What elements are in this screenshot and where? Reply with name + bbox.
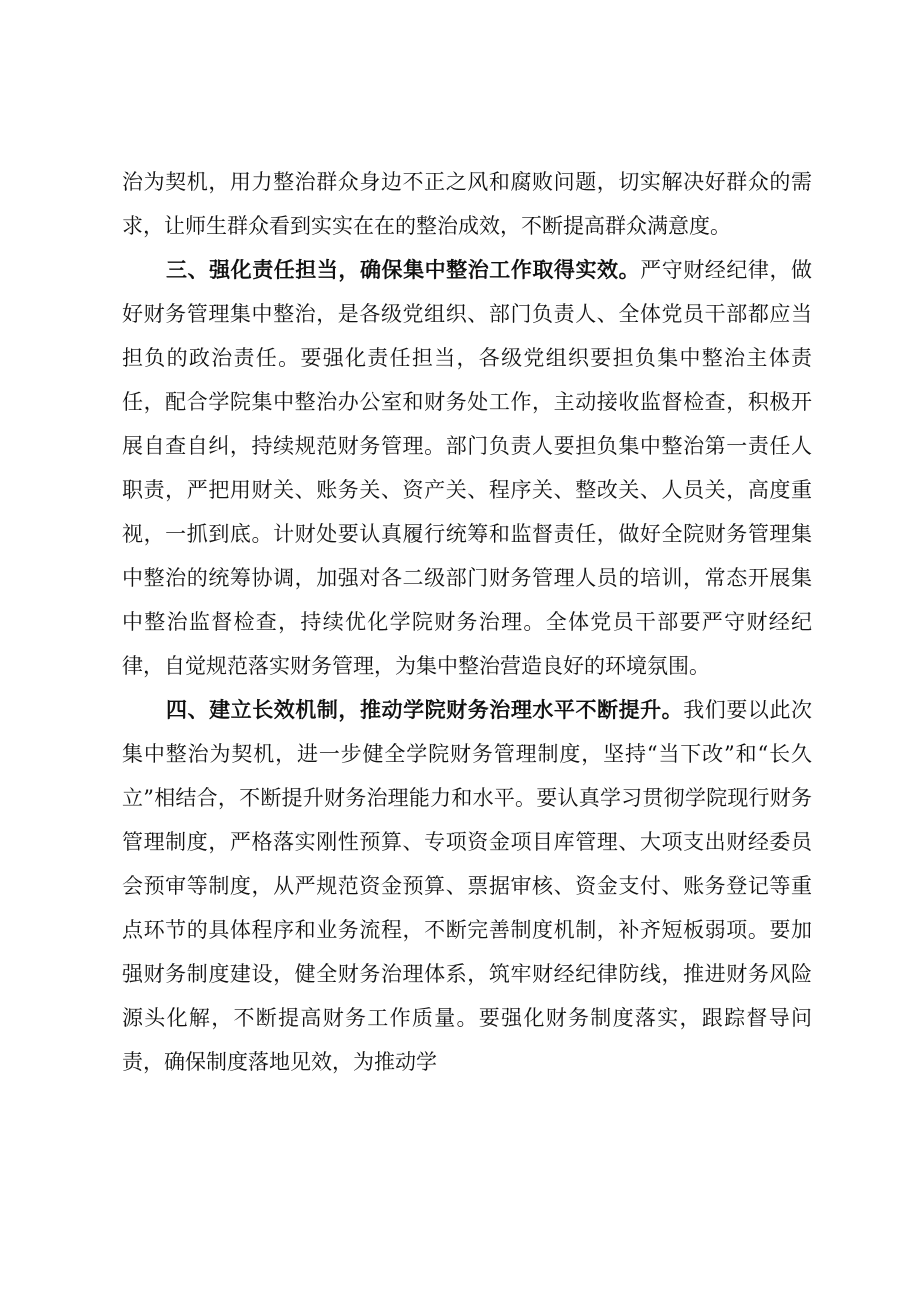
paragraph-section-three xyxy=(122,248,812,688)
document-body xyxy=(122,160,812,1084)
paragraph-text: 严守财经纪律，做好财务管理集中整治，是各级党组织、部门负责人、全体党员干部都应当担负的政治责任。要强化责任担当，各级党组织要担负集中整治主体责任，配合学院集中整治办公室和财务处工作，主动接收监督检查，积极开展自查自纠，持续规范财务管理。部门负责人要担负集中整治第一责任人职责，严把用财关、账务关、资产关、程序关、整改关、人员关，高度重视，一抓到底。计财处要认真履行统筹和监督责任，做好全院财务管理集中整治的统筹协调，加强对各二级部门财务管理人员的培训，常态开展集中整治监督检查，持续优化学院财务治理。全体党员干部要严守财经纪律，自觉规范落实财务管理，为集中整治营造良好的环境氛围。 xyxy=(122,258,813,678)
section-heading: 三、强化责任担当，确保集中整治工作取得实效。 xyxy=(166,258,641,282)
paragraph-text: 治为契机，用力整治群众身边不正之风和腐败问题，切实解决好群众的需求，让师生群众看到实实在在的整治成效，不断提高群众满意度。 xyxy=(122,170,812,238)
paragraph-section-four xyxy=(122,688,812,1084)
section-heading: 四、建立长效机制，推动学院财务治理水平不断提升。 xyxy=(166,698,684,722)
paragraph-continuation xyxy=(122,160,812,248)
paragraph-text: 我们要以此次集中整治为契机，进一步健全学院财务管理制度，坚持“当下改”和“长久立”相结合，不断提升财务治理能力和水平。要认真学习贯彻学院现行财务管理制度，严格落实刚性预算、专项资金项目库管理、大项支出财经委员会预审等制度，从严规范资金预算、票据审核、资金支付、账务登记等重点环节的具体程序和业务流程，不断完善制度机制，补齐短板弱项。要加强财务制度建设，健全财务治理体系，筑牢财经纪律防线，推进财务风险源头化解，不断提高财务工作质量。要强化财务制度落实，跟踪督导问责，确保制度落地见效，为推动学 xyxy=(122,698,813,1074)
